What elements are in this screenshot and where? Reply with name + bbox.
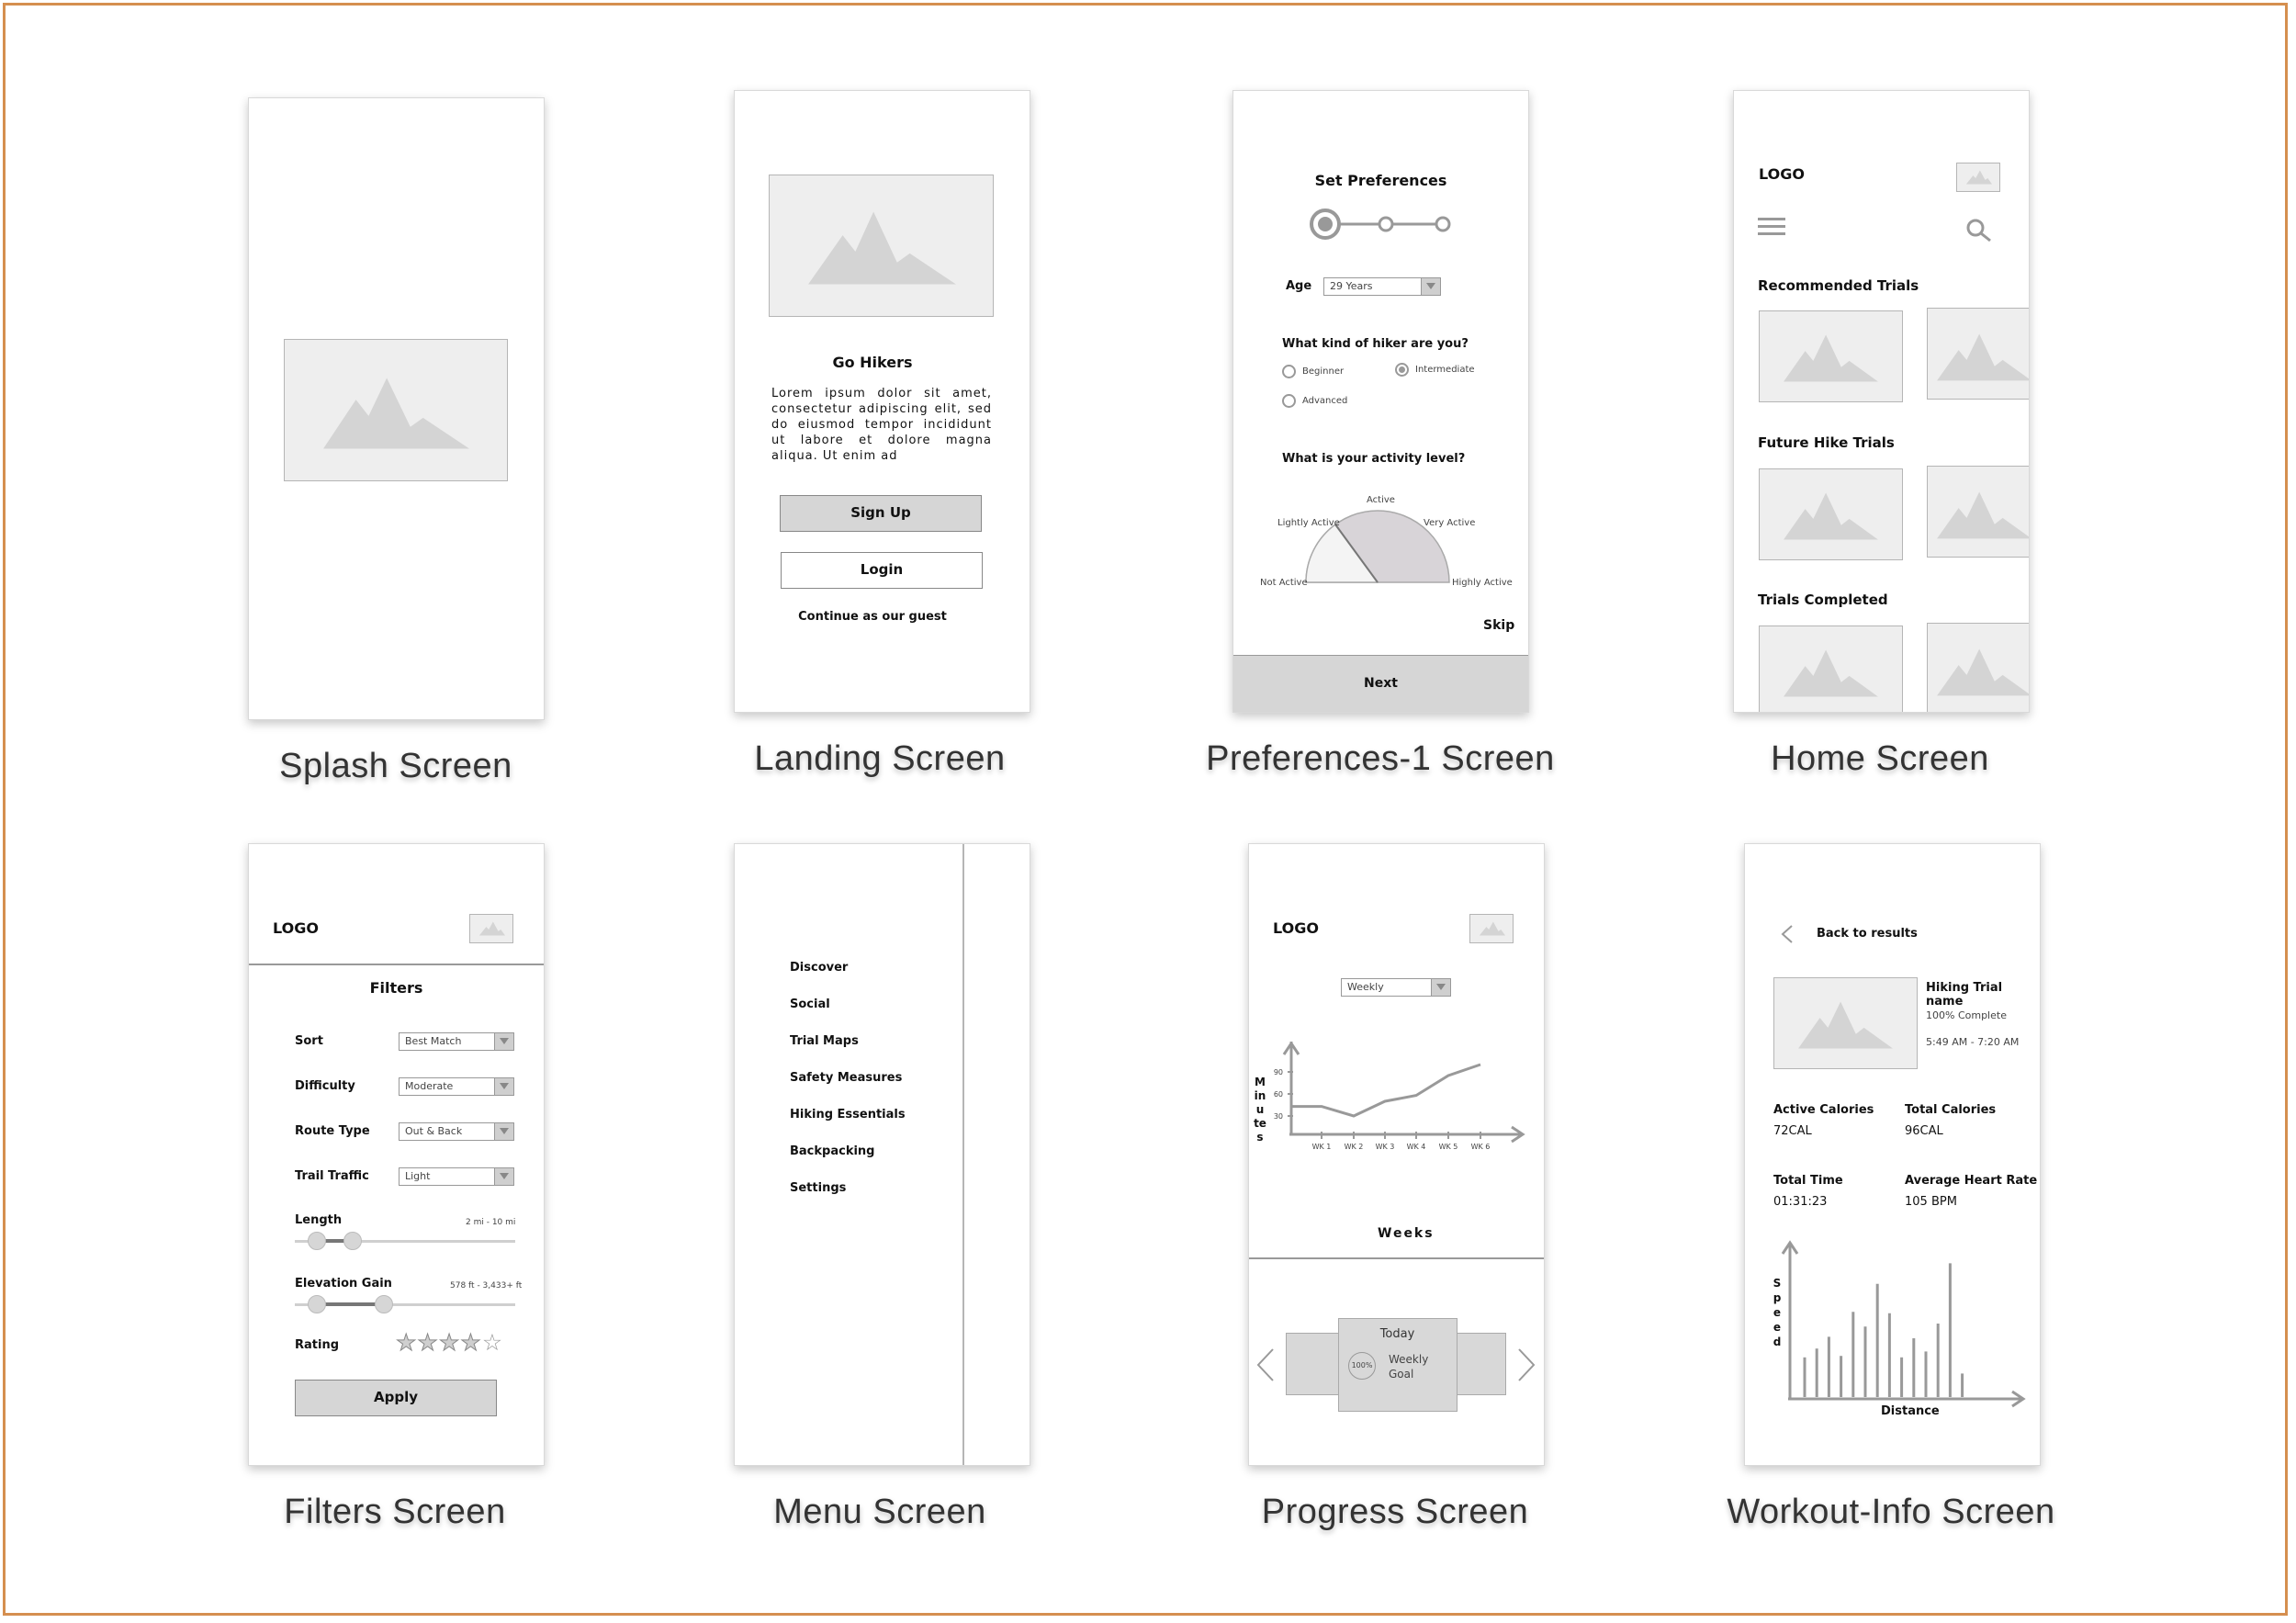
- y-tick-label: 60: [1273, 1090, 1283, 1099]
- active-calories-value: 72CAL: [1773, 1124, 1812, 1138]
- progress-screen: [1248, 843, 1545, 1466]
- length-slider-min-handle[interactable]: [308, 1232, 326, 1250]
- caption-landing: Landing Screen: [754, 739, 1006, 778]
- y-tick-label: 90: [1273, 1068, 1283, 1076]
- logo: LOGO: [273, 919, 319, 937]
- chevron-left-icon[interactable]: [1255, 1347, 1277, 1383]
- radio-intermediate[interactable]: [1395, 363, 1409, 377]
- chevron-down-icon: [1431, 979, 1450, 996]
- activity-question: What is your activity level?: [1282, 452, 1466, 466]
- splash-screen: [248, 97, 545, 720]
- trail-card[interactable]: [1759, 468, 1903, 560]
- heart-rate-value: 105 BPM: [1905, 1195, 1957, 1209]
- logo: LOGO: [1759, 165, 1805, 183]
- next-button[interactable]: Next: [1233, 655, 1528, 713]
- elevation-label: Elevation Gain: [295, 1277, 392, 1291]
- back-link[interactable]: Back to results: [1817, 927, 1918, 941]
- progress-divider: [1249, 1257, 1544, 1259]
- hamburger-menu-icon[interactable]: [1758, 217, 1785, 237]
- apply-button[interactable]: Apply: [295, 1380, 497, 1416]
- caption-preferences: Preferences-1 Screen: [1206, 739, 1555, 778]
- trail-time-range: 5:49 AM - 7:20 AM: [1926, 1036, 2020, 1048]
- distance-axis-label: Distance: [1881, 1404, 1940, 1418]
- route-type-label: Route Type: [295, 1124, 370, 1138]
- period-value: Weekly: [1347, 981, 1384, 993]
- menu-item-backpacking[interactable]: Backpacking: [790, 1144, 875, 1158]
- today-card[interactable]: [1338, 1318, 1458, 1412]
- chevron-right-icon[interactable]: [1515, 1347, 1537, 1383]
- section-future: Future Hike Trials: [1758, 434, 1895, 451]
- filters-title: Filters: [369, 979, 423, 997]
- x-tick-label: WK 5: [1438, 1143, 1458, 1151]
- signup-button[interactable]: Sign Up: [780, 495, 982, 532]
- app-title: Go Hikers: [832, 354, 913, 371]
- y-axis-label: [1254, 1076, 1266, 1144]
- star-icon[interactable]: ★: [396, 1329, 418, 1356]
- trail-card[interactable]: [1927, 623, 2030, 713]
- sort-label: Sort: [295, 1034, 323, 1048]
- trail-name: Hiking Trial name: [1926, 981, 2003, 1009]
- caption-filters: Filters Screen: [284, 1493, 506, 1531]
- menu-screen: [734, 843, 1030, 1466]
- trail-complete: 100% Complete: [1926, 1009, 2007, 1021]
- speed-bar-chart: [1745, 1239, 2040, 1423]
- menu-item-discover[interactable]: Discover: [790, 961, 849, 975]
- header-divider: [249, 964, 544, 965]
- series-line: [1291, 1065, 1480, 1116]
- trail-card[interactable]: [1927, 466, 2030, 558]
- preferences-title: Set Preferences: [1314, 172, 1447, 189]
- period-select[interactable]: [1341, 978, 1451, 997]
- step-indicator: [1307, 209, 1454, 245]
- y-axis-label-text: Minutes: [1254, 1076, 1266, 1144]
- menu-item-safety-measures[interactable]: Safety Measures: [790, 1071, 903, 1085]
- profile-avatar[interactable]: [469, 914, 513, 943]
- total-calories-label: Total Calories: [1905, 1103, 1997, 1117]
- search-icon[interactable]: [1965, 218, 1993, 243]
- radio-advanced[interactable]: [1282, 394, 1296, 408]
- star-icon[interactable]: ★: [417, 1329, 439, 1356]
- x-tick-label: WK 4: [1406, 1143, 1426, 1151]
- elevation-slider-max-handle[interactable]: [375, 1295, 393, 1313]
- landing-screen: [734, 90, 1030, 713]
- difficulty-select[interactable]: [399, 1077, 514, 1096]
- length-slider-max-handle[interactable]: [343, 1232, 362, 1250]
- goal-percent-circle: [1348, 1352, 1376, 1380]
- caption-menu: Menu Screen: [773, 1493, 986, 1531]
- star-outline-icon[interactable]: ☆: [481, 1329, 504, 1356]
- star-icon[interactable]: ★: [438, 1329, 461, 1356]
- total-calories-value: 96CAL: [1905, 1124, 1943, 1138]
- menu-item-settings[interactable]: Settings: [790, 1181, 847, 1195]
- option-beginner-label: Beginner: [1302, 366, 1345, 377]
- level-lightly-active: Lightly Active: [1277, 518, 1340, 528]
- caption-splash: Splash Screen: [279, 747, 512, 785]
- radio-beginner[interactable]: [1282, 365, 1296, 378]
- age-select[interactable]: [1323, 277, 1441, 296]
- profile-avatar[interactable]: [1956, 163, 2000, 192]
- caption-progress: Progress Screen: [1261, 1493, 1529, 1531]
- goal-label: Weekly Goal: [1389, 1353, 1429, 1381]
- x-tick-label: WK 1: [1311, 1143, 1332, 1151]
- section-recommended: Recommended Trials: [1758, 277, 1919, 294]
- total-time-value: 01:31:23: [1773, 1195, 1828, 1209]
- route-type-select[interactable]: [399, 1122, 514, 1141]
- menu-panel-divider: [962, 844, 964, 1465]
- home-screen: [1733, 90, 2030, 713]
- heart-rate-label: Average Heart Rate: [1905, 1174, 2038, 1188]
- menu-item-trial-maps[interactable]: Trial Maps: [790, 1034, 859, 1048]
- rating-label: Rating: [295, 1338, 340, 1352]
- route-type-value: Out & Back: [405, 1125, 463, 1137]
- menu-item-social[interactable]: Social: [790, 997, 830, 1011]
- x-tick-label: WK 6: [1470, 1143, 1491, 1151]
- back-arrow-icon[interactable]: [1780, 924, 1795, 944]
- today-label: Today: [1379, 1327, 1415, 1341]
- option-intermediate-label: Intermediate: [1415, 365, 1475, 375]
- profile-avatar[interactable]: [1469, 914, 1514, 943]
- difficulty-value: Moderate: [405, 1080, 454, 1092]
- section-completed: Trials Completed: [1758, 592, 1888, 608]
- trail-traffic-value: Light: [405, 1170, 431, 1182]
- trail-image-placeholder: [1773, 977, 1918, 1069]
- trail-traffic-label: Trail Traffic: [295, 1169, 369, 1183]
- menu-item-hiking-essentials[interactable]: Hiking Essentials: [790, 1108, 906, 1121]
- chevron-down-icon: [494, 1078, 513, 1095]
- workout-info-screen: [1744, 843, 2041, 1466]
- elevation-range: 578 ft - 3,433+ ft: [450, 1281, 523, 1291]
- star-icon[interactable]: ★: [460, 1329, 482, 1356]
- age-value: 29 Years: [1330, 280, 1373, 292]
- speed-axis-label-text: Speed: [1773, 1277, 1782, 1348]
- speed-axis-label: [1771, 1276, 1784, 1349]
- active-calories-label: Active Calories: [1773, 1103, 1874, 1117]
- goal-percent: 100%: [1351, 1361, 1373, 1369]
- difficulty-label: Difficulty: [295, 1079, 355, 1093]
- level-highly-active: Highly Active: [1452, 578, 1513, 588]
- rating-stars[interactable]: [396, 1330, 503, 1356]
- x-tick-label: WK 3: [1375, 1143, 1395, 1151]
- logo: LOGO: [1273, 919, 1319, 937]
- x-axis-label: Weeks: [1378, 1226, 1435, 1241]
- landing-image-placeholder: [769, 175, 994, 317]
- level-active: Active: [1367, 495, 1395, 505]
- trail-traffic-select[interactable]: [399, 1167, 514, 1186]
- length-range: 2 mi - 10 mi: [466, 1218, 516, 1227]
- total-time-label: Total Time: [1773, 1174, 1843, 1188]
- sort-select[interactable]: [399, 1032, 514, 1051]
- chevron-down-icon: [494, 1033, 513, 1050]
- chevron-down-icon: [1421, 278, 1440, 295]
- sort-value: Best Match: [405, 1035, 462, 1047]
- hiker-question: What kind of hiker are you?: [1282, 337, 1469, 351]
- caption-workout: Workout-Info Screen: [1727, 1493, 2055, 1531]
- trail-card[interactable]: [1759, 310, 1903, 402]
- guest-link[interactable]: Continue as our guest: [798, 610, 947, 624]
- elevation-slider-min-handle[interactable]: [308, 1295, 326, 1313]
- caption-home: Home Screen: [1771, 739, 1989, 778]
- level-very-active: Very Active: [1424, 518, 1476, 528]
- y-tick-label: 30: [1273, 1112, 1283, 1121]
- option-advanced-label: Advanced: [1302, 396, 1348, 406]
- age-label: Age: [1286, 279, 1312, 293]
- filters-screen: [248, 843, 545, 1466]
- level-not-active: Not Active: [1260, 578, 1308, 588]
- x-tick-label: WK 2: [1344, 1143, 1364, 1151]
- length-label: Length: [295, 1213, 343, 1227]
- app-description: Lorem ipsum dolor sit amet, consectetur adipiscing elit, sed do eiusmod tempor incididunt ut labore et dolore magna aliqua. Ut enim ad: [771, 387, 992, 463]
- splash-image-placeholder: [284, 339, 508, 481]
- preferences-screen: [1232, 90, 1529, 713]
- chevron-down-icon: [494, 1168, 513, 1185]
- chevron-down-icon: [494, 1123, 513, 1140]
- progress-line-chart: [1249, 1042, 1544, 1179]
- skip-link[interactable]: Skip: [1483, 618, 1515, 633]
- trail-card[interactable]: [1759, 626, 1903, 713]
- trail-card[interactable]: [1927, 308, 2030, 400]
- login-button[interactable]: Login: [781, 552, 983, 589]
